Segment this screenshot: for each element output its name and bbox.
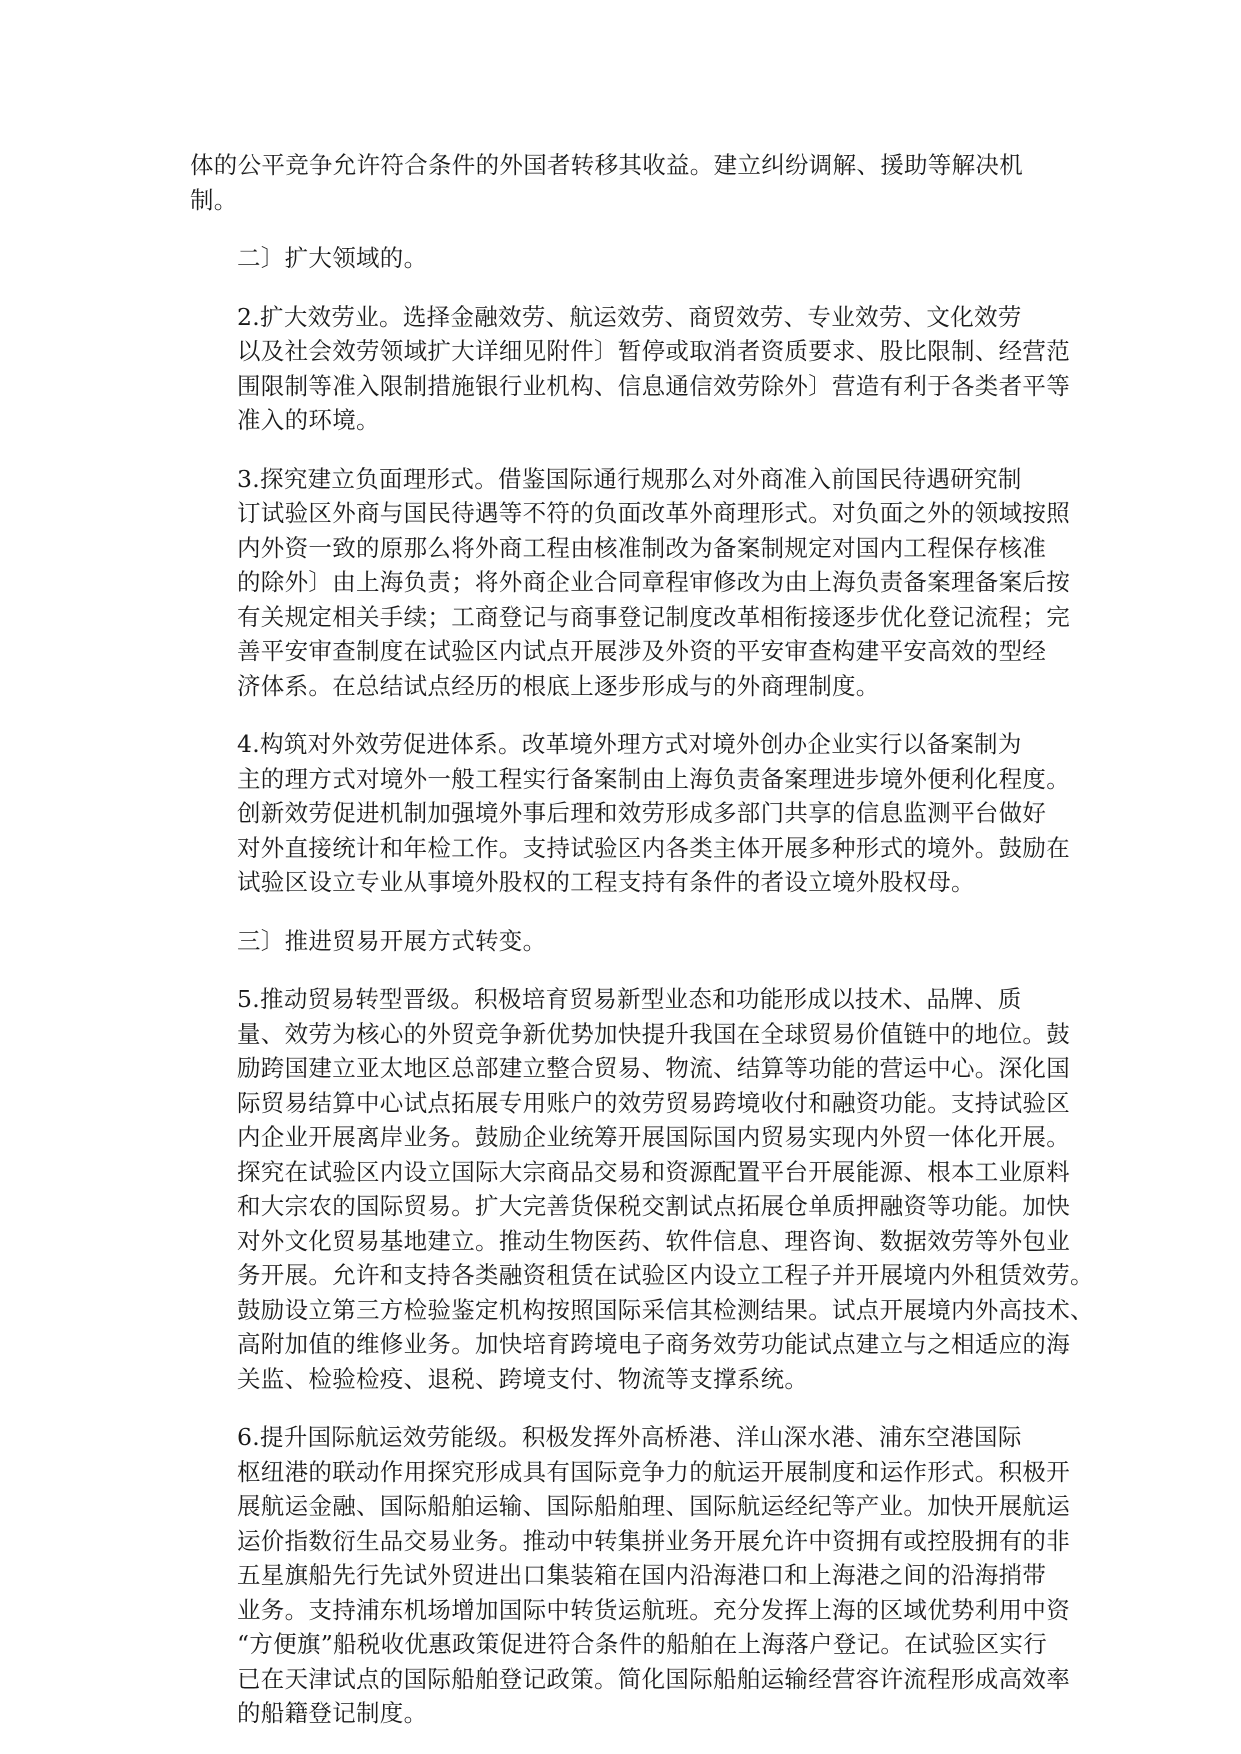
text-line: 有关规定相关手续；工商登记与商事登记制度改革相衔接逐步优化登记流程；完 <box>237 602 1070 631</box>
text-line: 围限制等准入限制措施银行业机构、信息通信效劳除外〕营造有利于各类者平等 <box>237 371 1070 400</box>
text-line: 和大宗农的国际贸易。扩大完善货保税交割试点拓展仓单质押融资等功能。加快 <box>237 1192 1070 1220</box>
text-line: 善平安审查制度在试验区内试点开展涉及外资的平安审查构建平安高效的型经 <box>237 637 1047 665</box>
text-line: 鼓励设立第三方检验鉴定机构按照国际采信其检测结果。试点开展境内外高技术、 <box>237 1295 1094 1324</box>
paragraph <box>190 462 1070 704</box>
text-line: “方便旗”船税收优惠政策促进符合条件的船舶在上海落户登记。在试验区实行 <box>237 1630 1048 1658</box>
text-line: 订试验区外商与国民待遇等不符的负面改革外商理形式。对负面之外的领域按照 <box>237 499 1070 527</box>
text-line: 试验区设立专业从事境外股权的工程支持有条件的者设立境外股权母。 <box>237 868 975 896</box>
text-line: 以及社会效劳领域扩大详细见附件〕暂停或取消者资质要求、股比限制、经营范 <box>237 337 1070 365</box>
text-line: 的除外〕由上海负责；将外商企业合同章程审修改为由上海负责备案理备案后按 <box>237 568 1070 596</box>
text-line: 制。 <box>190 185 238 214</box>
text-line: 际贸易结算中心试点拓展专用账户的效劳贸易跨境收付和融资功能。支持试验区 <box>237 1088 1070 1117</box>
text-line: 五星旗船先行先试外贸进出口集装箱在国内沿海港口和上海港之间的沿海捎带 <box>237 1561 1047 1589</box>
text-line: 运价指数衍生品交易业务。推动中转集拼业务开展允许中资拥有或控股拥有的非 <box>237 1526 1070 1555</box>
text-line: 展航运金融、国际船舶运输、国际船舶理、国际航运经纪等产业。加快开展航运 <box>237 1492 1070 1520</box>
text-line: 2.扩大效劳业。选择金融效劳、航运效劳、商贸效劳、专业效劳、文化效劳 <box>237 302 1022 331</box>
text-line: 创新效劳促进机制加强境外事后理和效劳形成多部门共享的信息监测平台做好 <box>237 799 1047 827</box>
paragraph <box>190 300 1070 438</box>
text-line: 励跨国建立亚太地区总部建立整合贸易、物流、结算等功能的营运中心。深化国 <box>237 1054 1070 1082</box>
paragraph <box>190 924 1050 959</box>
text-line: 3.探究建立负面理形式。借鉴国际通行规那么对外商准入前国民待遇研究制 <box>237 464 1022 493</box>
text-line: 主的理方式对境外一般工程实行备案制由上海负责备案理进步境外便利化程度。 <box>237 764 1070 793</box>
text-line: 高附加值的维修业务。加快培育跨境电子商务效劳功能试点建立与之相适应的海 <box>237 1330 1070 1358</box>
text-line: 体的公平竞争允许符合条件的外国者转移其收益。建立纠纷调解、援助等解决机 <box>190 151 1023 179</box>
paragraph <box>190 982 1094 1396</box>
text-line: 关监、检验检疫、退税、跨境支付、物流等支撑系统。 <box>237 1364 809 1393</box>
text-line: 对外文化贸易基地建立。推动生物医药、软件信息、理咨询、数据效劳等外包业 <box>237 1226 1070 1255</box>
text-line: 的船籍登记制度。 <box>237 1699 428 1727</box>
text-line: 三〕推进贸易开展方式转变。 <box>237 926 547 955</box>
text-line: 已在天津试点的国际船舶登记政策。简化国际船舶运输经营容许流程形成高效率 <box>237 1664 1070 1693</box>
text-line: 探究在试验区内设立国际大宗商品交易和资源配置平台开展能源、根本工业原料 <box>237 1157 1070 1186</box>
paragraph <box>190 241 1050 276</box>
document-page <box>190 148 1094 1731</box>
text-line: 5.推动贸易转型晋级。积极培育贸易新型业态和功能形成以技术、品牌、质 <box>237 985 1022 1013</box>
text-line: 量、效劳为核心的外贸竞争新优势加快提升我国在全球贸易价值链中的地位。鼓 <box>237 1019 1070 1048</box>
paragraph <box>190 1420 1070 1731</box>
text-line: 二〕扩大领域的。 <box>237 244 428 272</box>
text-line: 内外资一致的原那么将外商工程由核准制改为备案制规定对国内工程保存核准 <box>237 533 1047 562</box>
text-line: 务开展。允许和支持各类融资租赁在试验区内设立工程子并开展境内外租赁效劳。 <box>237 1261 1094 1289</box>
paragraph <box>190 727 1070 900</box>
paragraph <box>190 148 1050 217</box>
text-line: 枢纽港的联动作用探究形成具有国际竞争力的航运开展制度和运作形式。积极开 <box>237 1457 1070 1486</box>
text-line: 内企业开展离岸业务。鼓励企业统筹开展国际国内贸易实现内外贸一体化开展。 <box>237 1123 1070 1151</box>
text-line: 济体系。在总结试点经历的根底上逐步形成与的外商理制度。 <box>237 671 880 700</box>
text-line: 业务。支持浦东机场增加国际中转货运航班。充分发挥上海的区域优势利用中资 <box>237 1595 1070 1624</box>
text-line: 6.提升国际航运效劳能级。积极发挥外高桥港、洋山深水港、浦东空港国际 <box>237 1423 1022 1451</box>
text-line: 对外直接统计和年检工作。支持试验区内各类主体开展多种形式的境外。鼓励在 <box>237 833 1070 862</box>
text-line: 4.构筑对外效劳促进体系。改革境外理方式对境外创办企业实行以备案制为 <box>237 730 1022 758</box>
text-line: 准入的环境。 <box>237 406 380 434</box>
